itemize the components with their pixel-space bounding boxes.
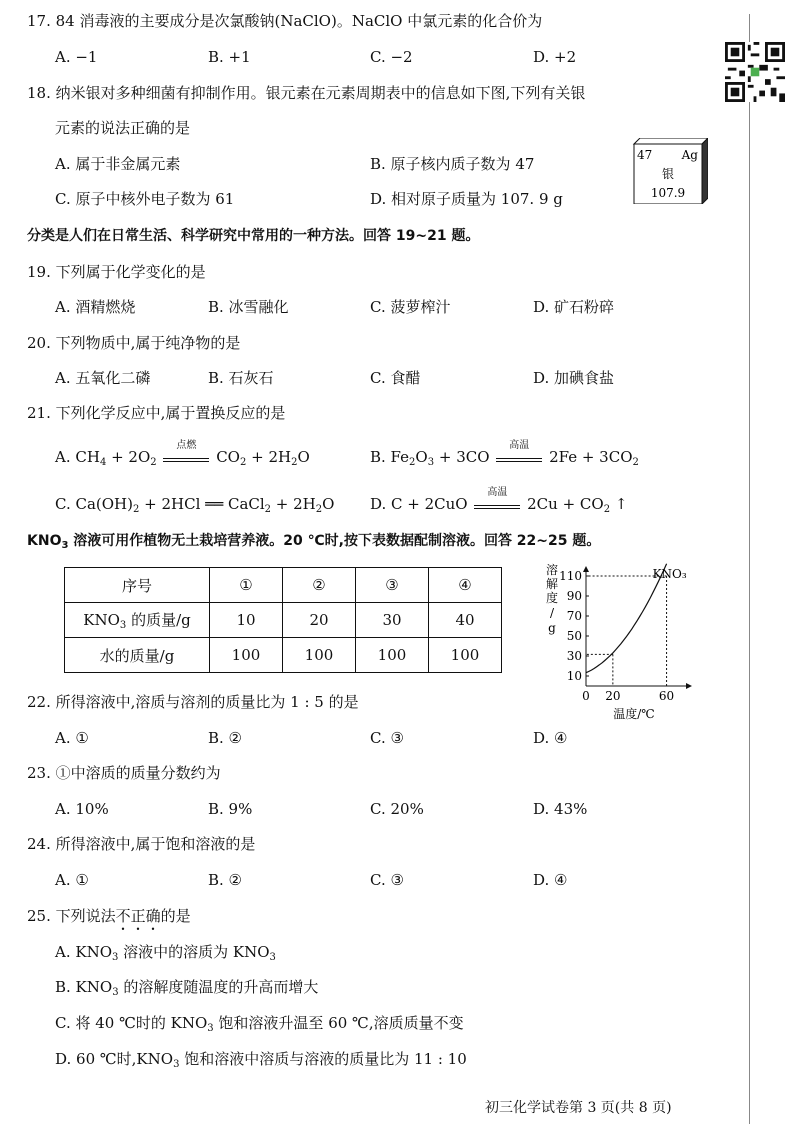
cond-d: 高温 [487,487,508,498]
cond-a: 点燃 [176,440,197,451]
q19-option-a: A. 酒精燃烧 [55,298,136,316]
series-label: KNO₃ [652,567,687,581]
q24-option-d: D. ④ [533,871,568,889]
y-tick-label: 90 [566,589,582,603]
margin-rule [749,14,750,1124]
q20-option-c: C. 食醋 [370,369,421,387]
q20-option-b: B. 石灰石 [208,369,274,387]
y-axis-arrow [583,566,589,572]
q18-option-a: A. 属于非金属元素 [55,155,181,173]
q24-stem: 24. 所得溶液中,属于饱和溶液的是 [27,835,256,853]
table-row: 水的质量/g 100 100 100 100 [65,638,502,673]
q21-stem: 21. 下列化学反应中,属于置换反应的是 [27,404,286,422]
x-tick-label: 20 [605,689,621,703]
y-axis-label-char: g [548,621,556,635]
q20-option-a: A. 五氧化二磷 [55,369,151,387]
cond-b: 高温 [509,440,530,451]
x-axis-label: 温度/℃ [613,707,655,721]
y-axis-label-char: 解 [545,577,559,591]
y-axis-label-char: 溶 [545,563,559,577]
x-tick-label: 0 [582,689,590,703]
q18-option-d: D. 相对原子质量为 107. 9 g [370,190,563,208]
row-label-water: 水的质量/g [65,638,210,673]
periodic-element-silver [630,138,708,204]
q25-stem: 25. 下列说法不正确的是 [27,907,191,925]
q25-option-a: A. $KNO_3$ 溶液中的溶质为 $KNO_3$ [55,943,276,963]
q18-stem-line1: 18. 纳米银对多种细菌有抑制作用。银元素在元素周期表中的信息如下图,下列有关银 [27,84,586,102]
q18-option-c: C. 原子中核外电子数为 61 [55,190,235,208]
q17-option-b: B. +1 [208,48,251,66]
table-row: $KNO_3$ 的质量/g 10 20 30 40 [65,603,502,638]
q24-option-a: A. ① [55,871,89,889]
q25-option-d: D. 60 ℃时$,KNO_3$ 饱和溶液中溶质与溶液的质量比为 11 : 10 [55,1050,467,1070]
element-name: 银 [661,167,675,181]
q18-stem-line2: 元素的说法正确的是 [55,119,191,137]
q23-option-b: B. 9% [208,800,253,818]
q23-option-d: D. 43% [533,800,588,818]
q25-option-b: B. $KNO_3$ 的溶解度随温度的升高而增大 [55,978,319,998]
page-footer: 初三化学试卷第 3 页(共 8 页) [485,1100,672,1116]
q23-option-a: A. 10% [55,800,109,818]
y-tick-label: 50 [566,629,582,643]
y-tick-label: 30 [566,649,582,663]
q17-option-a: A. −1 [55,48,98,66]
q22-option-d: D. ④ [533,729,568,747]
element-symbol: Ag [681,148,698,162]
y-tick-label: 10 [566,669,582,683]
q19-option-d: D. 矿石粉碎 [533,298,615,316]
q22-option-b: B. ② [208,729,243,747]
q18-option-b: B. 原子核内质子数为 47 [370,155,535,173]
q21-option-d: D. C + 2CuO 高温 $2Cu + CO_2$ ↑ [370,487,628,515]
q24-option-c: C. ③ [370,871,404,889]
q21-option-a: A. $CH_4 + 2O_2$ 点燃 $CO_2 + 2H_2O$ [55,440,310,468]
row-label-kno3: $KNO_3$ 的质量/g [65,603,210,638]
q22-option-c: C. ③ [370,729,404,747]
section-intro-19-21: 分类是人们在日常生活、科学研究中常用的一种方法。回答 19~21 题。 [27,228,480,244]
qr-code-icon [725,42,785,102]
q17-option-c: C. −2 [370,48,413,66]
q22-option-a: A. ① [55,729,89,747]
emphasis-not-correct: 不正确 [115,907,161,925]
q19-stem: 19. 下列属于化学变化的是 [27,263,206,281]
q21-option-c: C. $Ca(OH)_2 + 2HCl$ ══ CaCl$_2$ + $2H_2O$ [55,495,335,515]
q20-option-d: D. 加碘食盐 [533,369,615,387]
section-intro-22-25: $KNO_3$ 溶液可用作植物无土栽培营养液。20 ℃时,按下表数据配制溶液。回答 22~25 题。 [27,533,601,551]
x-tick-label: 60 [658,689,675,703]
q25-option-c: C. 将 40 ℃时的 $KNO_3$ 饱和溶液升温至 60 ℃,溶质质量不变 [55,1014,464,1034]
q20-stem: 20. 下列物质中,属于纯净物的是 [27,334,241,352]
y-axis-label-char: / [549,606,555,620]
q19-option-c: C. 菠萝榨汁 [370,298,451,316]
q23-option-c: C. 20% [370,800,424,818]
element-number: 47 [637,148,653,162]
solubility-chart [530,560,700,730]
table-header-label: 序号 [65,568,210,603]
q23-stem: 23. ①中溶质的质量分数约为 [27,764,221,782]
q17-option-d: D. +2 [533,48,577,66]
element-mass: 107.9 [650,186,686,200]
y-tick-label: 70 [566,609,582,623]
q24-option-b: B. ② [208,871,243,889]
q22-stem: 22. 所得溶液中,溶质与溶剂的质量比为 1 : 5 的是 [27,693,359,711]
x-axis-arrow [686,683,692,689]
table-row: 序号 ① ② ③ ④ [65,568,502,603]
q17-stem: 17. 84 消毒液的主要成分是次氯酸钠(NaClO)。NaClO 中氯元素的化合价为 [27,12,543,30]
q21-option-b: B. $Fe_2O_3 + 3CO$ 高温 $2Fe + 3CO_2$ [370,440,639,468]
q19-option-b: B. 冰雪融化 [208,298,289,316]
solution-table [64,567,502,673]
y-tick-label: 110 [559,569,582,583]
y-axis-label-char: 度 [545,591,559,605]
